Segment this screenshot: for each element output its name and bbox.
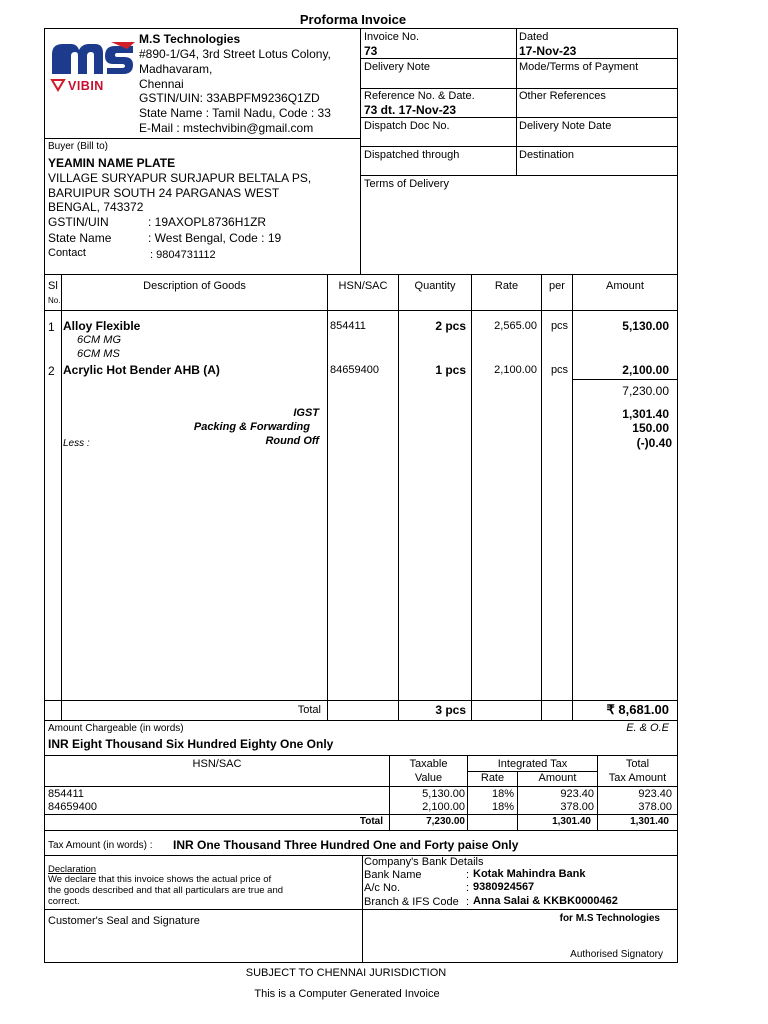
invoice-no: 73 (364, 44, 378, 58)
authorised-signatory: Authorised Signatory (570, 949, 663, 960)
item-qty: 1 pcs (435, 363, 466, 377)
customer-seal: Customer's Seal and Signature (48, 915, 200, 927)
round-off-amount: (-)0.40 (636, 436, 672, 450)
reference-value: 73 dt. 17-Nov-23 (364, 103, 457, 117)
tax-hsn: 84659400 (48, 801, 97, 813)
item-rate: 2,100.00 (494, 364, 537, 376)
col-sl: Sl (48, 280, 58, 292)
total-amount: ₹ 8,681.00 (606, 702, 669, 717)
tax-total: 923.40 (638, 788, 672, 800)
bank-ac: 9380924567 (473, 881, 535, 893)
round-off-label: Round Off (265, 435, 319, 447)
for-company: for M.S Technologies (559, 913, 660, 924)
bank-title: Company's Bank Details (364, 856, 484, 868)
col-quantity: Quantity (414, 280, 456, 292)
seller-address-3: Chennai (139, 77, 184, 91)
col-sl-no: No. (48, 296, 61, 305)
seller-email: E-Mail : mstechvibin@gmail.com (139, 121, 314, 135)
bank-ifs-label: Branch & IFS Code (364, 896, 459, 908)
jurisdiction-note: SUBJECT TO CHENNAI JURISDICTION (245, 967, 447, 979)
words-text: INR Eight Thousand Six Hundred Eighty One Only (48, 737, 334, 751)
item-amount: 2,100.00 (622, 363, 669, 377)
item-name: Alloy Flexible (63, 319, 141, 333)
seller-name: M.S Technologies (139, 32, 241, 46)
dated-label: Dated (519, 31, 549, 43)
declaration-line-3: correct. (48, 896, 80, 907)
seller-address-2: Madhavaram, (139, 62, 213, 76)
buyer-address-2: BARUIPUR SOUTH 24 PARGANAS WEST (48, 186, 280, 200)
tax-taxable: 5,130.00 (422, 788, 465, 800)
item-rate: 2,565.00 (494, 320, 537, 332)
item-hsn: 84659400 (330, 364, 379, 376)
bank-name-label: Bank Name (364, 869, 422, 881)
terms-of-delivery-label: Terms of Delivery (364, 178, 449, 190)
total-label: Total (297, 704, 321, 716)
col-description: Description of Goods (143, 280, 246, 292)
buyer-name: YEAMIN NAME PLATE (48, 156, 176, 170)
tax-col-amount: Amount (538, 772, 577, 784)
bank-ifs: Anna Salai & KKBK0000462 (473, 895, 618, 907)
bank-name-colon: : (466, 869, 470, 881)
buyer-state: : West Bengal, Code : 19 (148, 231, 282, 245)
buyer-address-3: BENGAL, 743372 (48, 200, 144, 214)
item-per: pcs (550, 364, 569, 376)
col-amount: Amount (606, 280, 644, 292)
tax-total-total: 1,301.40 (630, 816, 669, 827)
words-label: Amount Chargeable (in words) (48, 723, 184, 734)
tax-col-total-amount: Tax Amount (608, 772, 667, 784)
tax-total-taxable: 7,230.00 (426, 816, 465, 827)
invoice-no-label: Invoice No. (364, 31, 420, 43)
tax-total-amount: 1,301.40 (552, 816, 591, 827)
bank-name: Kotak Mahindra Bank (473, 868, 586, 880)
bank-ac-label: A/c No. (364, 882, 401, 894)
computer-generated-note: This is a Computer Generated Invoice (254, 988, 440, 1000)
seller-state: State Name : Tamil Nadu, Code : 33 (139, 106, 331, 120)
tax-hsn: 854411 (48, 788, 84, 800)
col-hsn: HSN/SAC (338, 280, 388, 292)
item-sub-2: 6CM MS (77, 348, 120, 360)
item-hsn: 854411 (330, 320, 366, 332)
tax-col-taxable: Taxable (409, 758, 448, 770)
total-qty: 3 pcs (435, 703, 466, 717)
tax-amount: 923.40 (560, 788, 594, 800)
seller-address-1: #890-1/G4, 3rd Street Lotus Colony, (139, 47, 331, 61)
buyer-contact: : 9804731112 (150, 249, 216, 261)
declaration-line-1: We declare that this invoice shows the actual price of (48, 874, 272, 885)
packing-amount: 150.00 (632, 421, 669, 435)
dispatched-through-label: Dispatched through (364, 149, 460, 161)
igst-amount: 1,301.40 (622, 407, 669, 421)
tax-col-total: Total (625, 758, 650, 770)
company-logo (49, 40, 135, 92)
item-sl: 2 (48, 364, 55, 378)
declaration-title: Declaration (48, 864, 97, 875)
tax-rate: 18% (491, 788, 514, 800)
bank-ac-colon: : (466, 882, 470, 894)
buyer-label: Buyer (Bill to) (48, 141, 109, 152)
buyer-contact-label: Contact (48, 247, 86, 259)
dispatch-doc-label: Dispatch Doc No. (364, 120, 450, 132)
tax-total-label: Total (359, 816, 383, 827)
item-qty: 2 pcs (435, 319, 466, 333)
reference-label: Reference No. & Date. (364, 90, 475, 102)
tax-taxable: 2,100.00 (422, 801, 465, 813)
tax-total: 378.00 (638, 801, 672, 813)
packing-label: Packing & Forwarding (193, 421, 310, 433)
eoe-label: E. & O.E (626, 722, 669, 734)
tax-col-igst: Integrated Tax (497, 758, 568, 770)
dated-value: 17-Nov-23 (519, 44, 577, 58)
item-per: pcs (550, 320, 569, 332)
less-label: Less : (63, 438, 90, 449)
tax-col-rate: Rate (480, 772, 505, 784)
item-sl: 1 (48, 320, 55, 334)
seller-gstin: GSTIN/UIN: 33ABPFM9236Q1ZD (139, 91, 320, 105)
page-title: Proforma Invoice (299, 12, 407, 27)
tax-col-value: Value (414, 772, 443, 784)
tax-words-label: Tax Amount (in words) : (48, 840, 153, 851)
svg-text:VIBIN: VIBIN (68, 79, 104, 92)
item-amount: 5,130.00 (622, 319, 669, 333)
delivery-note-date-label: Delivery Note Date (519, 120, 612, 132)
payment-terms-label: Mode/Terms of Payment (519, 61, 639, 73)
tax-amount: 378.00 (560, 801, 594, 813)
subtotal: 7,230.00 (622, 384, 669, 398)
other-references-label: Other References (519, 90, 606, 102)
tax-col-hsn: HSN/SAC (192, 758, 242, 770)
col-per: per (549, 280, 565, 292)
buyer-gstin: : 19AXOPL8736H1ZR (148, 215, 267, 229)
delivery-note-label: Delivery Note (364, 61, 431, 73)
buyer-state-label: State Name (48, 231, 112, 245)
tax-words-text: INR One Thousand Three Hundred One and Forty paise Only (173, 838, 519, 852)
igst-label: IGST (293, 407, 319, 419)
buyer-address-1: VILLAGE SURYAPUR SURJAPUR BELTALA PS, (48, 171, 312, 185)
item-sub-1: 6CM MG (77, 334, 121, 346)
declaration-line-2: the goods described and that all particulars are true and (48, 885, 284, 896)
destination-label: Destination (519, 149, 575, 161)
tax-rate: 18% (491, 801, 514, 813)
item-name: Acrylic Hot Bender AHB (A) (63, 363, 220, 377)
bank-ifs-colon: : (466, 896, 470, 908)
col-rate: Rate (494, 280, 519, 292)
buyer-gstin-label: GSTIN/UIN (48, 215, 109, 229)
